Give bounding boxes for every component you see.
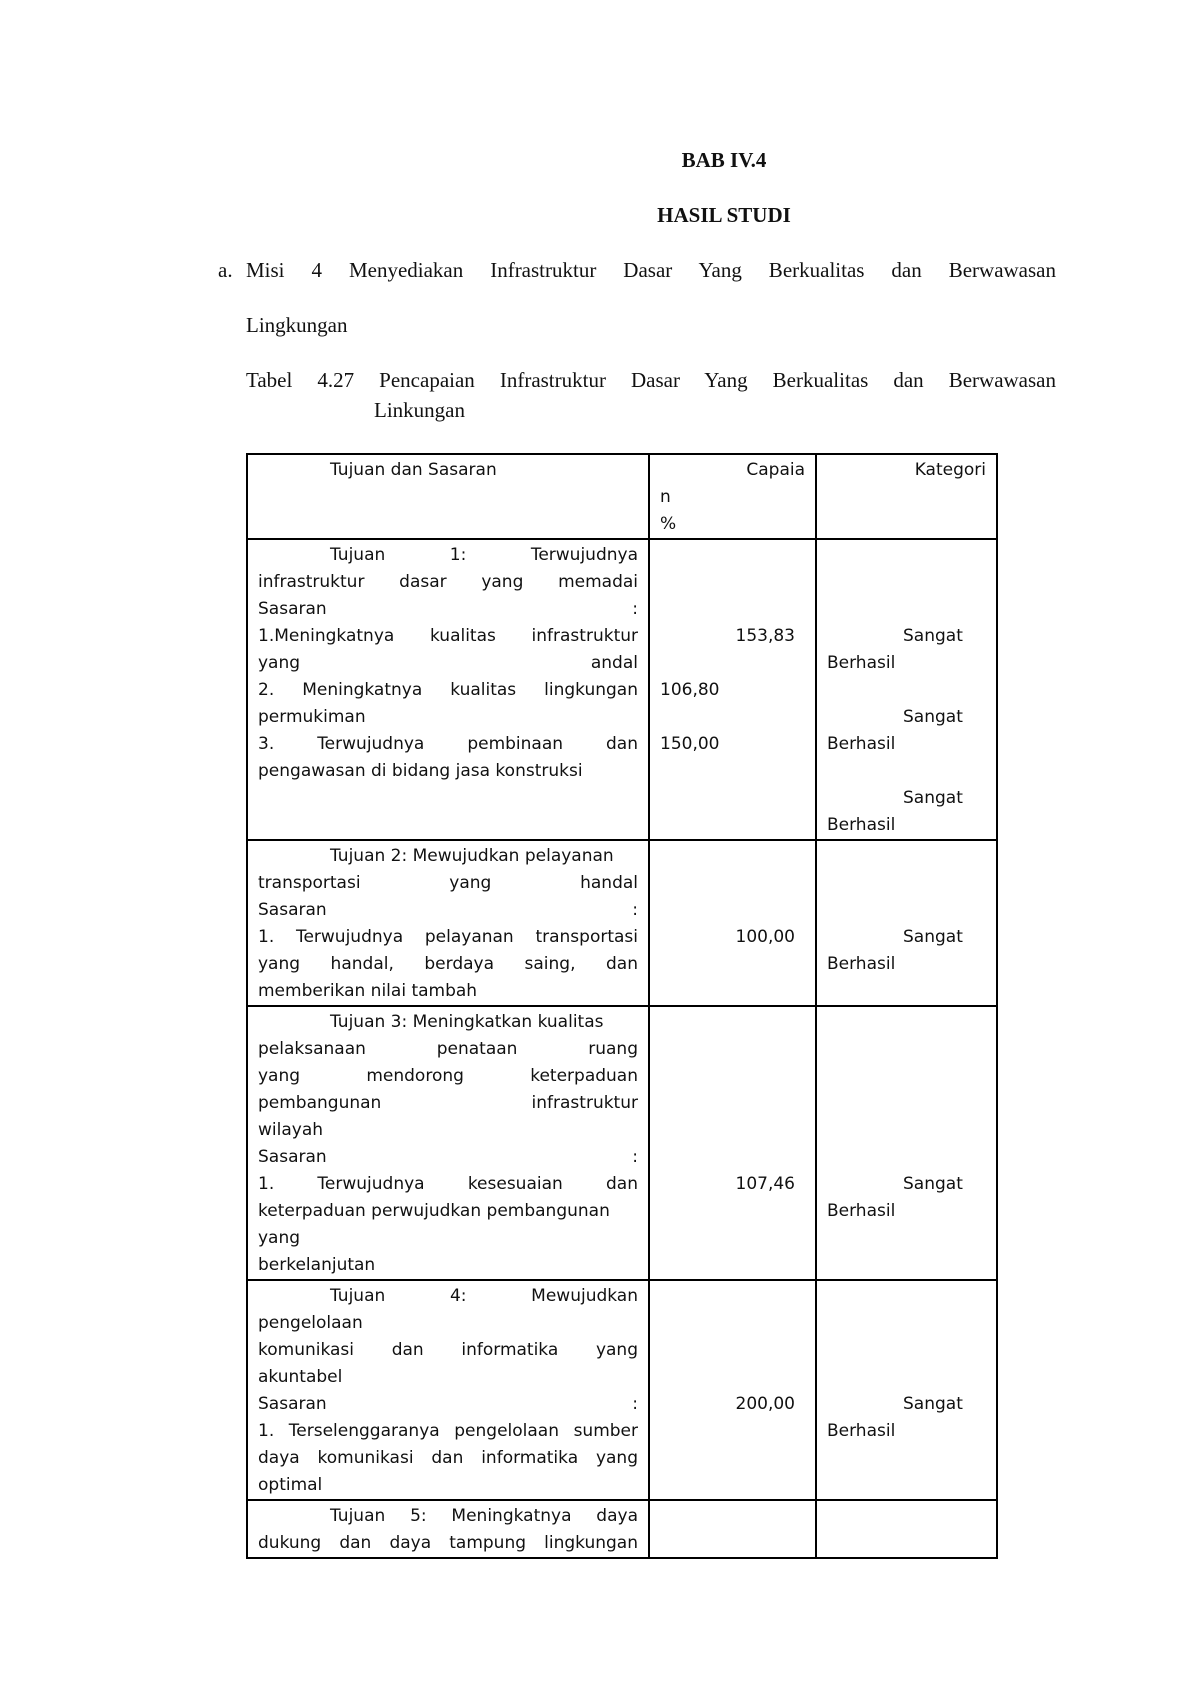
capaian-cell: [649, 539, 816, 840]
header-capaian: Capaia n %: [649, 454, 816, 539]
capaian-cell: [649, 1500, 816, 1558]
tujuan-cell: Tujuan 1: Terwujudnya infrastruktur dasar yang memadai Sasaran : 1.Meningkatnya kualitas infrastruktur yang andal 2. Meningkatnya kualitas lingkungan permukiman 3. Terwujudnya pembinaan dan pengawasan di bidang jasa konstruksi: [247, 539, 649, 840]
capaian-value: 106,80: [660, 680, 720, 700]
tujuan-cell: Tujuan 4: Mewujudkan pengelolaan komunikasi dan informatika yang akuntabel Sasaran : 1. Terselenggaranya pengelolaan sumber daya komunikasi dan informatika yang optimal: [247, 1280, 649, 1500]
table-caption-cont: Linkungan: [374, 398, 465, 422]
table-row: [247, 1500, 997, 1558]
table-row: [247, 539, 997, 840]
kategori-cell: Sangat Berhasil: [816, 840, 997, 1006]
capaian-value: 200,00: [735, 1394, 795, 1414]
kategori-cell: Sangat Berhasil Sangat Berhasil Sangat Berhasil: [816, 539, 997, 840]
tujuan-cell: Tujuan 3: Meningkatkan kualitas pelaksanaan penataan ruang yang mendorong keterpaduan pembangunan infrastruktur wilayah Sasaran : 1. Terwujudnya kesesuaian dan keterpaduan perwujudkan pembangunan yang berkelanjutan: [247, 1006, 649, 1280]
capaian-value: 150,00: [660, 734, 720, 754]
capaian-value: 107,46: [735, 1174, 795, 1194]
kategori-cell: Sangat Berhasil: [816, 1280, 997, 1500]
capaian-value: 100,00: [735, 927, 795, 947]
capaian-cell: [649, 840, 816, 1006]
table-header-row: [247, 454, 997, 539]
misi-heading: [218, 258, 1056, 283]
capaian-cell: [649, 1006, 816, 1280]
header-kategori: Kategori: [816, 454, 997, 539]
achievement-table: [246, 453, 998, 1559]
table-row: [247, 1006, 997, 1280]
kategori-cell: [816, 1500, 997, 1558]
table-row: [247, 1280, 997, 1500]
section-title: HASIL STUDI: [657, 203, 791, 227]
header-tujuan: Tujuan dan Sasaran: [247, 454, 649, 539]
tujuan-cell: Tujuan 2: Mewujudkan pelayanan transportasi yang handal Sasaran : 1. Terwujudnya pelayanan transportasi yang handal, berdaya saing, dan memberikan nilai tambah: [247, 840, 649, 1006]
table-caption: Tabel 4.27 Pencapaian Infrastruktur Dasar Yang Berkualitas dan Berwawasan: [246, 368, 1056, 392]
list-marker: a.: [218, 258, 233, 282]
chapter-title: BAB IV.4: [681, 148, 767, 172]
tujuan-cell: Tujuan 5: Meningkatnya daya dukung dan daya tampung lingkungan: [247, 1500, 649, 1558]
capaian-cell: [649, 1280, 816, 1500]
misi-text-line2: Lingkungan: [246, 313, 348, 337]
kategori-cell: Sangat Berhasil: [816, 1006, 997, 1280]
table-row: [247, 840, 997, 1006]
capaian-value: 153,83: [735, 626, 795, 646]
misi-text-line1: Misi 4 Menyediakan Infrastruktur Dasar Yang Berkualitas dan Berwawasan: [246, 258, 1056, 282]
